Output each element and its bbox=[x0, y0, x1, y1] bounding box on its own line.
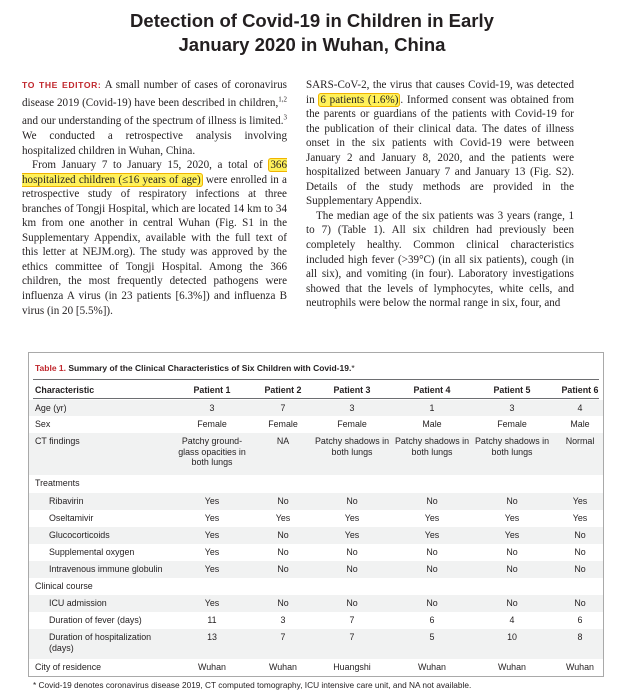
cell-patient-5: No bbox=[506, 598, 518, 608]
column-header-patient-4: Patient 4 bbox=[413, 385, 451, 395]
cell-patient-1: Yes bbox=[204, 530, 220, 540]
cell-patient-6: Normal bbox=[565, 436, 595, 446]
cell-patient-5: No bbox=[506, 564, 518, 574]
cell-patient-3: No bbox=[346, 547, 358, 557]
row-label: Glucocorticoids bbox=[49, 530, 110, 540]
row-label: City of residence bbox=[35, 662, 102, 672]
cell-patient-2: No bbox=[277, 564, 289, 574]
table-caption-mark: * bbox=[351, 363, 355, 373]
cell-patient-4: 5 bbox=[429, 632, 435, 642]
cell-patient-2: Wuhan bbox=[269, 662, 297, 672]
left-column bbox=[22, 78, 287, 318]
cell-patient-6: 6 bbox=[577, 615, 583, 625]
table-row bbox=[29, 612, 603, 629]
column-header-patient-3: Patient 3 bbox=[333, 385, 371, 395]
cell-patient-1: Patchy ground-glass opacities in both lungs bbox=[178, 436, 246, 467]
cell-patient-1: 13 bbox=[207, 632, 217, 642]
right-column bbox=[306, 78, 574, 311]
cell-patient-5: Wuhan bbox=[498, 662, 526, 672]
cell-patient-5: Yes bbox=[504, 513, 520, 523]
title-line-1: Detection of Covid-19 in Children in Early bbox=[130, 10, 494, 31]
cell-patient-5: No bbox=[506, 496, 518, 506]
cell-patient-1: Yes bbox=[204, 513, 220, 523]
cell-patient-4: 1 bbox=[429, 403, 435, 413]
title-line-2: January 2020 in Wuhan, China bbox=[178, 34, 446, 55]
table-caption-text: Summary of the Clinical Characteristics of Six Children with Covid-19. bbox=[66, 363, 352, 373]
cell-patient-2: Yes bbox=[275, 513, 291, 523]
column-header-patient-2: Patient 2 bbox=[264, 385, 302, 395]
cell-patient-1: 3 bbox=[209, 403, 215, 413]
cell-patient-1: Yes bbox=[204, 564, 220, 574]
cell-patient-6: No bbox=[574, 547, 586, 557]
cell-patient-2: NA bbox=[276, 436, 290, 446]
cell-patient-1: Female bbox=[197, 419, 227, 429]
cell-patient-3: Yes bbox=[344, 530, 360, 540]
cell-patient-6: No bbox=[574, 530, 586, 540]
column-header-patient-5: Patient 5 bbox=[493, 385, 531, 395]
cell-patient-3: No bbox=[346, 496, 358, 506]
cell-patient-4: Male bbox=[422, 419, 442, 429]
table-row bbox=[29, 544, 603, 561]
cell-patient-2: No bbox=[277, 547, 289, 557]
paragraph-intro bbox=[22, 78, 287, 158]
table-row bbox=[29, 510, 603, 527]
paragraph-detection: SARS-CoV-2, the virus that causes Covid-19, was detected in 6 patients (1.6%) . Informed consent was obtained from the parents or guardians of the patients with Covid-19 for the publication of their clinical data. The dates of illness onset in the six patients with Covid-19 were between January 2 and January 8, 2020, and the patients were hospitalized between January 7 and January 13 (Fig. S2). Details of the study methods are provided in the Supplementary Appendix. bbox=[306, 79, 574, 208]
article-title bbox=[0, 9, 624, 57]
cell-patient-3: Patchy shadows in both lungs bbox=[315, 436, 389, 457]
row-label: Sex bbox=[35, 419, 51, 429]
cell-patient-6: No bbox=[574, 598, 586, 608]
cell-patient-3: 7 bbox=[349, 632, 355, 642]
row-label: Oseltamivir bbox=[49, 513, 94, 523]
paragraph-median-age: The median age of the six patients was 3 years (range, 1 to 7) (Table 1). All six children had previously been completely healthy. Common clinical characteristics included high fever (>39°C) (in all six patients), cough (in all six), and vomiting (in four). Laboratory investigations showed that the levels of lymphocytes, white cells, and neutrophils were below the normal range in six, four, and bbox=[306, 209, 574, 310]
cell-patient-6: 4 bbox=[577, 403, 583, 413]
row-label: ICU admission bbox=[49, 598, 107, 608]
table-header-rule bbox=[33, 398, 599, 399]
cell-patient-2: No bbox=[277, 598, 289, 608]
table-row bbox=[29, 433, 603, 475]
cell-patient-3: No bbox=[346, 598, 358, 608]
table-footnote: * Covid-19 denotes coronavirus disease 2019, CT computed tomography, ICU intensive care unit, and NA not available. bbox=[33, 680, 472, 690]
table-row bbox=[29, 629, 603, 659]
cell-patient-4: 6 bbox=[429, 615, 435, 625]
to-the-editor-label: TO THE EDITOR: bbox=[22, 80, 102, 90]
row-label: Supplemental oxygen bbox=[49, 547, 135, 557]
cell-patient-4: Wuhan bbox=[418, 662, 446, 672]
cell-patient-6: 8 bbox=[577, 632, 583, 642]
cell-patient-4: Yes bbox=[424, 530, 440, 540]
cell-patient-2: No bbox=[277, 496, 289, 506]
cell-patient-5: No bbox=[506, 547, 518, 557]
row-label: Ribavirin bbox=[49, 496, 84, 506]
cell-patient-3: 7 bbox=[349, 615, 355, 625]
cell-patient-4: Patchy shadows in both lungs bbox=[395, 436, 469, 457]
cell-patient-6: Yes bbox=[572, 513, 588, 523]
highlight-6-patients: 6 patients (1.6%) bbox=[320, 93, 399, 106]
cell-patient-1: Yes bbox=[204, 547, 220, 557]
cell-patient-2: Female bbox=[268, 419, 298, 429]
row-label: Clinical course bbox=[35, 581, 93, 591]
cell-patient-3: No bbox=[346, 564, 358, 574]
cell-patient-3: Huangshi bbox=[333, 662, 371, 672]
cell-patient-3: Female bbox=[337, 419, 367, 429]
paragraph-enrollment: From January 7 to January 15, 2020, a total of 366 hospitalized children (≤16 years of age) were enrolled in a retrospective study of respiratory infections at three branches of Tongji Hospital, which are located 14 km to 34 km from one another in central Wuhan (Fig. S1 in the Supplementary Appendix, available with the full text of this letter at NEJM.org). The study was approved by the ethics committee of Tongji Hospital. Among the 366 children, the most frequently detected pathogens were influenza A virus (in 23 patients [6.3%]) and influenza B virus (in 20 [5.5%]). bbox=[22, 159, 287, 317]
table-caption bbox=[35, 363, 355, 373]
row-label: Age (yr) bbox=[35, 403, 67, 413]
table-row bbox=[29, 561, 603, 578]
cell-patient-6: Yes bbox=[572, 496, 588, 506]
cell-patient-3: 3 bbox=[349, 403, 355, 413]
table-row bbox=[29, 659, 603, 675]
table-row bbox=[29, 400, 603, 416]
cell-patient-4: No bbox=[426, 547, 438, 557]
cell-patient-5: Patchy shadows in both lungs bbox=[475, 436, 549, 457]
cell-patient-5: 4 bbox=[509, 615, 515, 625]
cell-patient-4: No bbox=[426, 496, 438, 506]
table-row bbox=[29, 493, 603, 510]
cell-patient-4: No bbox=[426, 598, 438, 608]
column-header-patient-1: Patient 1 bbox=[193, 385, 231, 395]
row-label: Treatments bbox=[35, 478, 80, 488]
cell-patient-2: No bbox=[277, 530, 289, 540]
cell-patient-5: 10 bbox=[507, 632, 517, 642]
row-label: Intravenous immune globulin bbox=[49, 564, 163, 574]
cell-patient-1: Wuhan bbox=[198, 662, 226, 672]
cell-patient-6: Male bbox=[570, 419, 590, 429]
table-1 bbox=[28, 352, 604, 677]
table-header-row bbox=[29, 384, 603, 397]
table-row bbox=[29, 578, 603, 595]
row-label: Duration of fever (days) bbox=[49, 615, 142, 625]
cell-patient-3: Yes bbox=[344, 513, 360, 523]
cell-patient-5: Yes bbox=[504, 530, 520, 540]
column-header-patient-6: Patient 6 bbox=[561, 385, 599, 395]
cell-patient-5: 3 bbox=[509, 403, 515, 413]
cell-patient-2: 3 bbox=[280, 615, 286, 625]
cell-patient-5: Female bbox=[497, 419, 527, 429]
table-row bbox=[29, 416, 603, 433]
table-row bbox=[29, 527, 603, 544]
table-top-rule bbox=[33, 379, 599, 380]
row-label: Duration of hospitalization (days) bbox=[49, 632, 152, 653]
cell-patient-2: 7 bbox=[280, 632, 286, 642]
row-label: CT findings bbox=[35, 436, 80, 446]
table-row bbox=[29, 595, 603, 612]
cell-patient-1: Yes bbox=[204, 598, 220, 608]
cell-patient-6: Wuhan bbox=[566, 662, 594, 672]
highlight-366-children: 366 hospitalized children (≤16 years of age) bbox=[22, 159, 287, 186]
cell-patient-1: 11 bbox=[207, 615, 217, 625]
cell-patient-1: Yes bbox=[204, 496, 220, 506]
cell-patient-4: Yes bbox=[424, 513, 440, 523]
cell-patient-4: No bbox=[426, 564, 438, 574]
table-number: Table 1. bbox=[35, 363, 67, 373]
column-header-characteristic: Characteristic bbox=[35, 385, 95, 395]
intro-text: A small number of cases of coronavirus disease 2019 (Covid-19) have been described in children,$^{1,2}$ and our understanding of the spectrum of illness is limited.$^3$ We conducted a retrospective analysis involving hospitalized children in Wuhan, China. bbox=[22, 79, 287, 157]
cell-patient-2: 7 bbox=[280, 403, 286, 413]
table-row bbox=[29, 475, 603, 493]
cell-patient-6: No bbox=[574, 564, 586, 574]
